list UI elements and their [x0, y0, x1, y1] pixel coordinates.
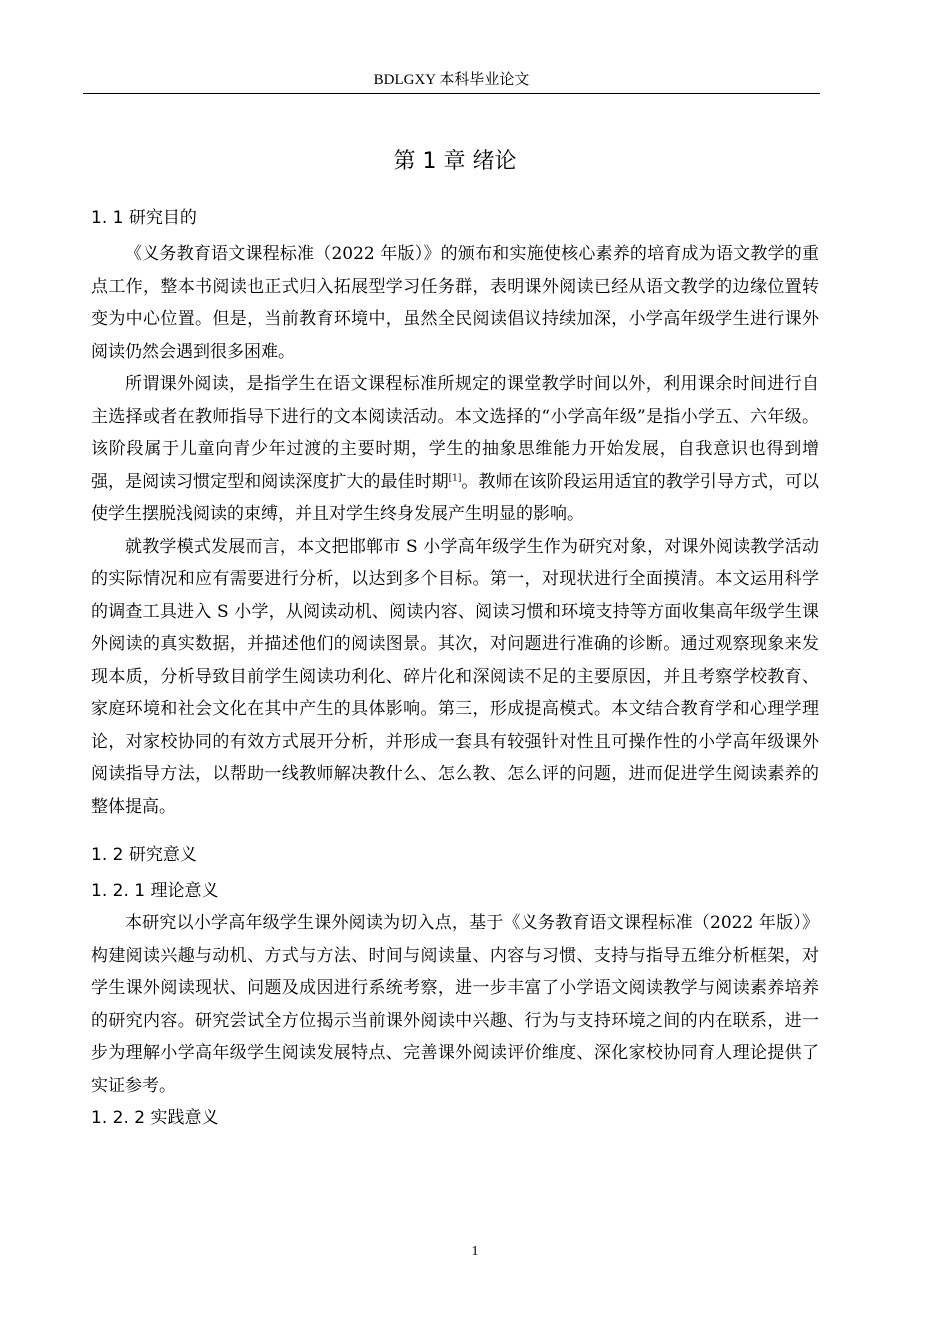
- subsection-heading-1-2-2: 1. 2. 2 实践意义: [91, 1108, 219, 1128]
- chapter-title: 第 1 章 绪论: [393, 149, 517, 174]
- paragraph-1-1-b: [91, 368, 819, 531]
- header-rule: [83, 93, 820, 94]
- paragraph-1-1-c: 就教学模式发展而言，本文把邯郸市 S 小学高年级学生作为研究对象，对课外阅读教学活动的实际情况和应有需要进行分析，以达到多个目标。第一，对现状进行全面摸清。本文运用科学的调查工具进入 S 小学，从阅读动机、阅读内容、阅读习惯和环境支持等方面收集高年级学生课外阅读的真实数据，并描述他们的阅读图景。其次，对问题进行准确的诊断。通过观察现象来发现本质，分析导致目前学生阅读功利化、碎片化和深阅读不足的主要原因，并且考察学校教育、家庭环境和社会文化在其中产生的具体影响。第三，形成提高模式。本文结合教育学和心理学理论，对家校协同的有效方式展开分析，并形成一套具有较强针对性且可操作性的小学高年级课外阅读指导方法，以帮助一线教师解决教什么、怎么教、怎么评的问题，进而促进学生阅读素养的整体提高。: [91, 536, 819, 817]
- paragraph-1-1-b-text: 所谓课外阅读，是指学生在语文课程标准所规定的课堂教学时间以外，利用课余时间进行自主选择或者在教师指导下进行的文本阅读活动。本文选择的“小学高年级”是指小学五、六年级。该阶段属于儿童向青少年过渡的主要时期，学生的抽象思维能力开始发展，自我意识也得到增强，是阅读习惯定型和阅读深度扩大的最佳时期: [91, 374, 819, 492]
- page-content: [91, 142, 819, 1134]
- running-header: BDLGXY 本科毕业论文: [373, 72, 530, 88]
- page-number: 1: [471, 1244, 479, 1259]
- paragraph-1-1-b-text-cont: 。教师在该阶段运用适宜的教学引导方式，可以使学生摆脱浅阅读的束缚，并且对学生终身发展产生明显的影响。: [91, 471, 819, 524]
- section-heading-1-1: 1. 1 研究目的: [91, 208, 197, 228]
- citation-ref: [1]: [448, 472, 462, 483]
- section-heading-1-2: 1. 2 研究意义: [91, 845, 197, 865]
- paragraph-1-2-1-a: 本研究以小学高年级学生课外阅读为切入点，基于《义务教育语文课程标准（2022 年版）》构建阅读兴趣与动机、方式与方法、时间与阅读量、内容与习惯、支持与指导五维分析框架，对学生课外阅读现状、问题及成因进行系统考察，进一步丰富了小学语文阅读教学与阅读素养培养的研究内容。研究尝试全方位揭示当前课外阅读中兴趣、行为与支持环境之间的内在联系，进一步为理解小学高年级学生阅读发展特点、完善课外阅读评价维度、深化家校协同育人理论提供了实证参考。: [91, 913, 819, 1096]
- subsection-heading-1-2-1: 1. 2. 1 理论意义: [91, 881, 219, 901]
- paragraph-1-1-a: 《义务教育语文课程标准（2022 年版）》的颁布和实施使核心素养的培育成为语文教学的重点工作，整本书阅读也正式归入拓展型学习任务群，表明课外阅读已经从语文教学的边缘位置转变为中心位置。但是，当前教育环境中，虽然全民阅读倡议持续加深，小学高年级学生进行课外阅读仍然会遇到很多困难。: [91, 244, 819, 362]
